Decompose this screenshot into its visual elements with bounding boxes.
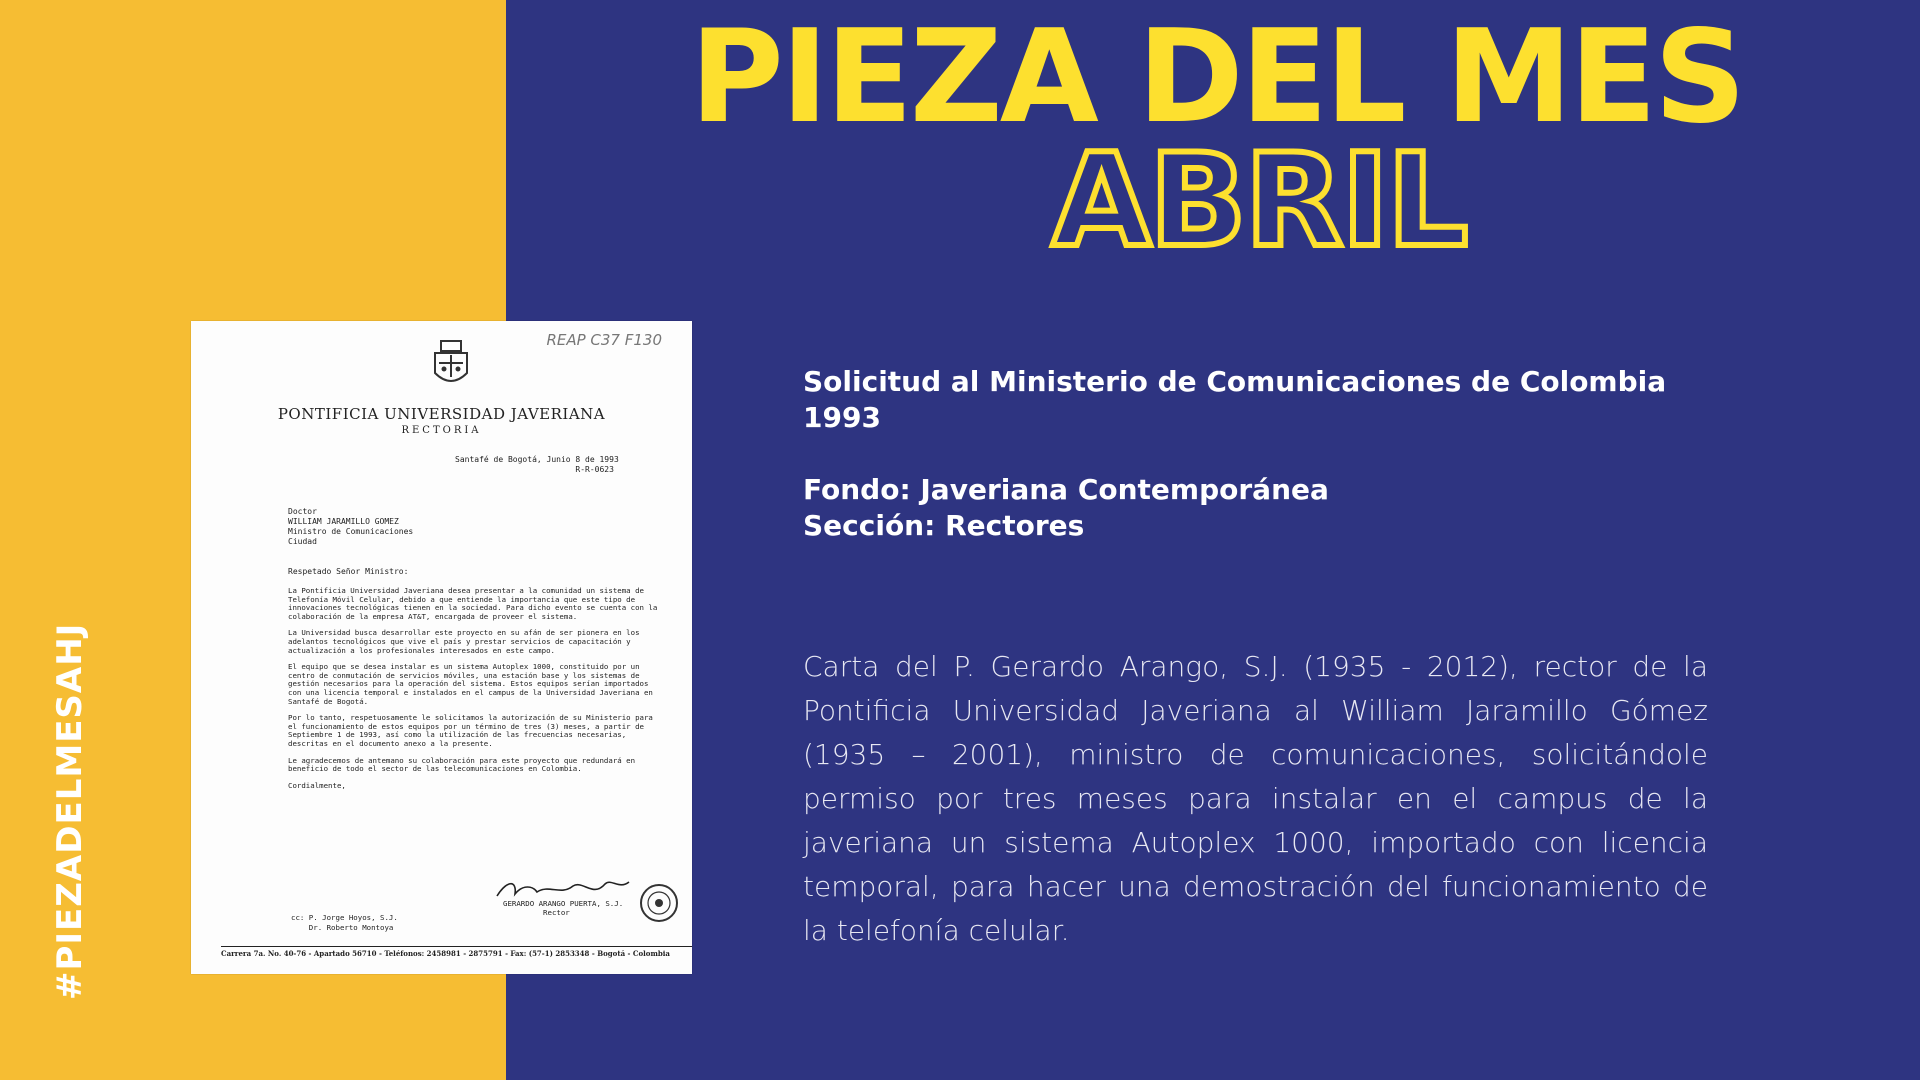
hashtag-label: #PIEZADELMESAHJ <box>50 622 90 1000</box>
reference-note: REAP C37 F130 <box>546 331 662 349</box>
piece-fondo: Fondo: Javeriana Contemporánea <box>803 473 1329 506</box>
letter-closing: Cordialmente, <box>288 780 346 790</box>
piece-seccion: Sección: Rectores <box>803 509 1085 542</box>
letter-recipient: Doctor WILLIAM JARAMILLO GOMEZ Ministro de Comunicaciones Ciudad <box>288 507 414 546</box>
letterhead-institution: PONTIFICIA UNIVERSIDAD JAVERIANA <box>277 405 606 423</box>
letter-document-image <box>191 321 692 974</box>
month-title: ABRIL <box>1052 127 1467 276</box>
piece-year: 1993 <box>803 401 881 434</box>
university-crest-icon <box>427 339 475 391</box>
letter-paragraph: El equipo que se desea instalar es un sistema Autoplex 1000, constituido por un centro de conmutación de servicios móviles, una estación base y los sistemas de gestión necesarios para la operación del sistema. Estos equipos serían importados con una licencia temporal e instalados en el campus de la Universidad Javeriana en Santafé de Bogotá. <box>288 662 653 706</box>
seal-stamp-icon <box>638 882 680 924</box>
letter-salutation: Respetado Señor Ministro: <box>288 567 409 576</box>
letter-paragraph: Le agradecemos de antemano su colaboración para este proyecto que redundará en beneficio de todo el sector de las telecomunicaciones en Colombia. <box>288 755 636 774</box>
letter-paragraph: La Pontificia Universidad Javeriana desea presentar a la comunidad un sistema de Telefonía Móvil Celular, debido a que entiende la importancia que este tipo de innovaciones tecnológicas tienen en la sociedad. Para dicho evento se cuenta con la colaboración de la empresa AT&T, encargada de proveer el sistema. <box>288 586 658 621</box>
page-title: PIEZA DEL MES <box>690 3 1744 152</box>
letterhead-department: RECTORIA <box>401 425 482 436</box>
letter-paragraph: Por lo tanto, respetuosamente le solicitamos la autorización de su Ministerio para el funcionamiento de estos equipos por un término de tres (3) meses, a partir de Septiembre 1 de 1993, así como la utilización de las frecuencias necesarias, descritas en el documento anexo a la presente. <box>288 713 653 748</box>
letter-footer: Carrera 7a. No. 40-76 - Apartado 56710 - Teléfonos: 2458981 - 2875791 - Fax: (57-1) 2853348 - Bogotá - Colombia <box>221 946 692 958</box>
letter-paragraph: La Universidad busca desarrollar este proyecto en su afán de ser pionera en los adelantos tecnológicos que vive el país y prestar servicios de capacitación y actualización a los profesionales interesados en este campo. <box>288 628 640 655</box>
letter-cc: cc: P. Jorge Hoyos, S.J. Dr. Roberto Montoya <box>291 913 398 932</box>
letter-date: Santafé de Bogotá, Junio 8 de 1993 R-R-0623 <box>455 455 619 474</box>
piece-description: Carta del P. Gerardo Arango, S.J. (1935 - 2012), rector de la Pontificia Universidad Javeriana al William Jaramillo Gómez (1935 – 2001), ministro de comunicaciones, solicitándole permiso por tres meses para instalar en el campus de la javeriana un sistema Autoplex 1000, importado con licencia temporal, para hacer una demostración del funcionamiento de la telefonía celular. <box>803 650 1708 947</box>
letter-signer: GERARDO ARANGO PUERTA, S.J. Rector <box>503 899 624 917</box>
letter-body <box>288 587 658 798</box>
piece-title: Solicitud al Ministerio de Comunicaciones de Colombia <box>803 365 1667 398</box>
spacer <box>803 436 1666 472</box>
piece-metadata <box>803 364 1666 544</box>
